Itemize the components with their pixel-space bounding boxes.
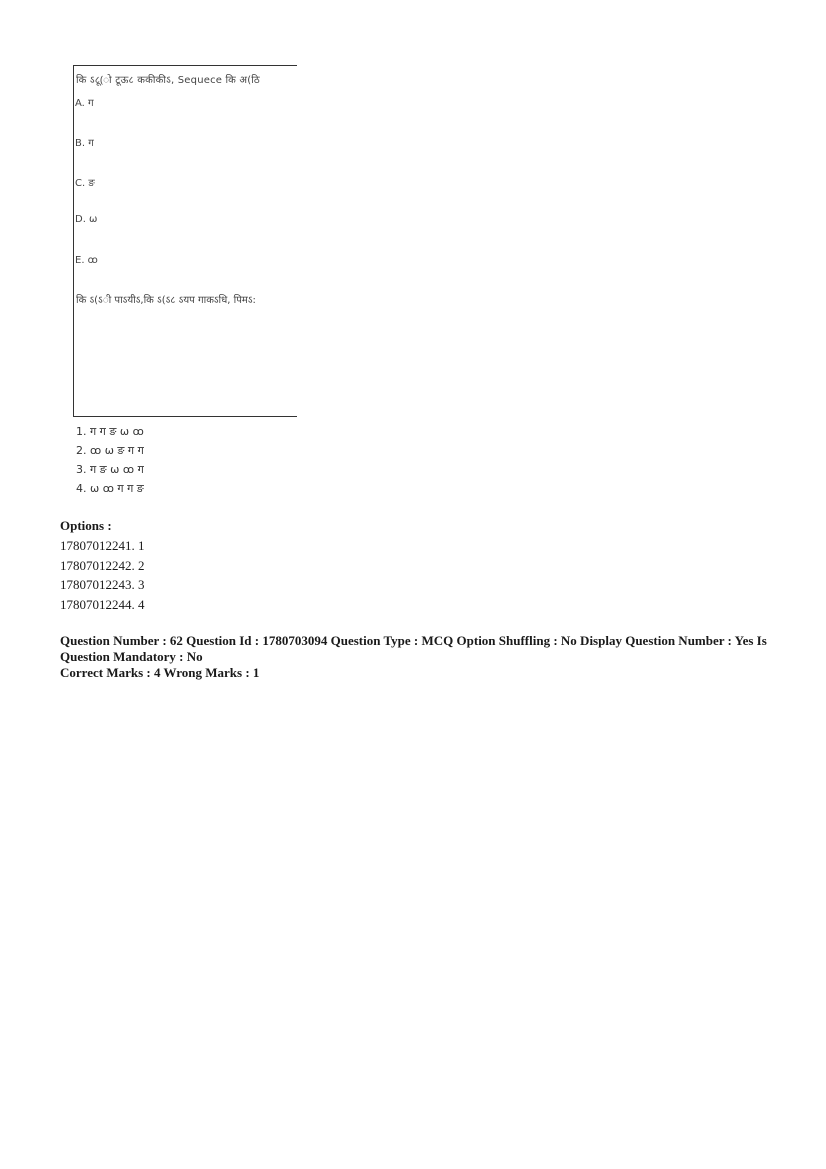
- answer-choice-2: 2. ꝏ ω ङ ग ग: [76, 444, 144, 457]
- question-option-d: D. ω: [75, 214, 98, 225]
- question-image-box: [73, 65, 297, 417]
- question-marks-line: Correct Marks : 4 Wrong Marks : 1: [60, 665, 260, 680]
- option-id-1: 17807012241. 1: [60, 538, 145, 553]
- answer-choice-3: 3. ग ङ ω ꝏ ग: [76, 463, 144, 476]
- question-option-e: E. ꝏ: [75, 255, 98, 266]
- option-id-4: 17807012244. 4: [60, 596, 145, 612]
- question-meta-line-2: Question Mandatory : No: [60, 649, 203, 664]
- question-option-c: C. ङ: [75, 178, 95, 189]
- question-option-b: B. ग: [75, 138, 94, 149]
- option-id-list: [60, 536, 145, 614]
- options-heading: Options :: [60, 518, 112, 533]
- option-id-3: 17807012243. 3: [60, 577, 145, 592]
- answer-choices-list: [76, 422, 144, 498]
- question-meta-line-1: Question Number : 62 Question Id : 1780703094 Question Type : MCQ Option Shuffling : No Display Question Number : Yes Is: [60, 633, 767, 648]
- option-id-2: 17807012242. 2: [60, 557, 145, 573]
- answer-choice-1: 1. ग ग ङ ω ꝏ: [76, 425, 144, 438]
- next-question-meta: [60, 633, 767, 681]
- question-instruction: कि ऽ(ऽी पाऽयीऽ,कि ऽ(ऽ८ ऽयप गाकऽधि, पिमऽ:: [76, 295, 256, 306]
- question-option-a: A. ग: [75, 98, 94, 109]
- answer-choice-4: 4. ω ꝏ ग ग ङ: [76, 482, 144, 495]
- question-text: कि ऽ८ू(ो टूऊ८ ककीकीऽ, Sequece कि अ(ठि: [76, 75, 260, 86]
